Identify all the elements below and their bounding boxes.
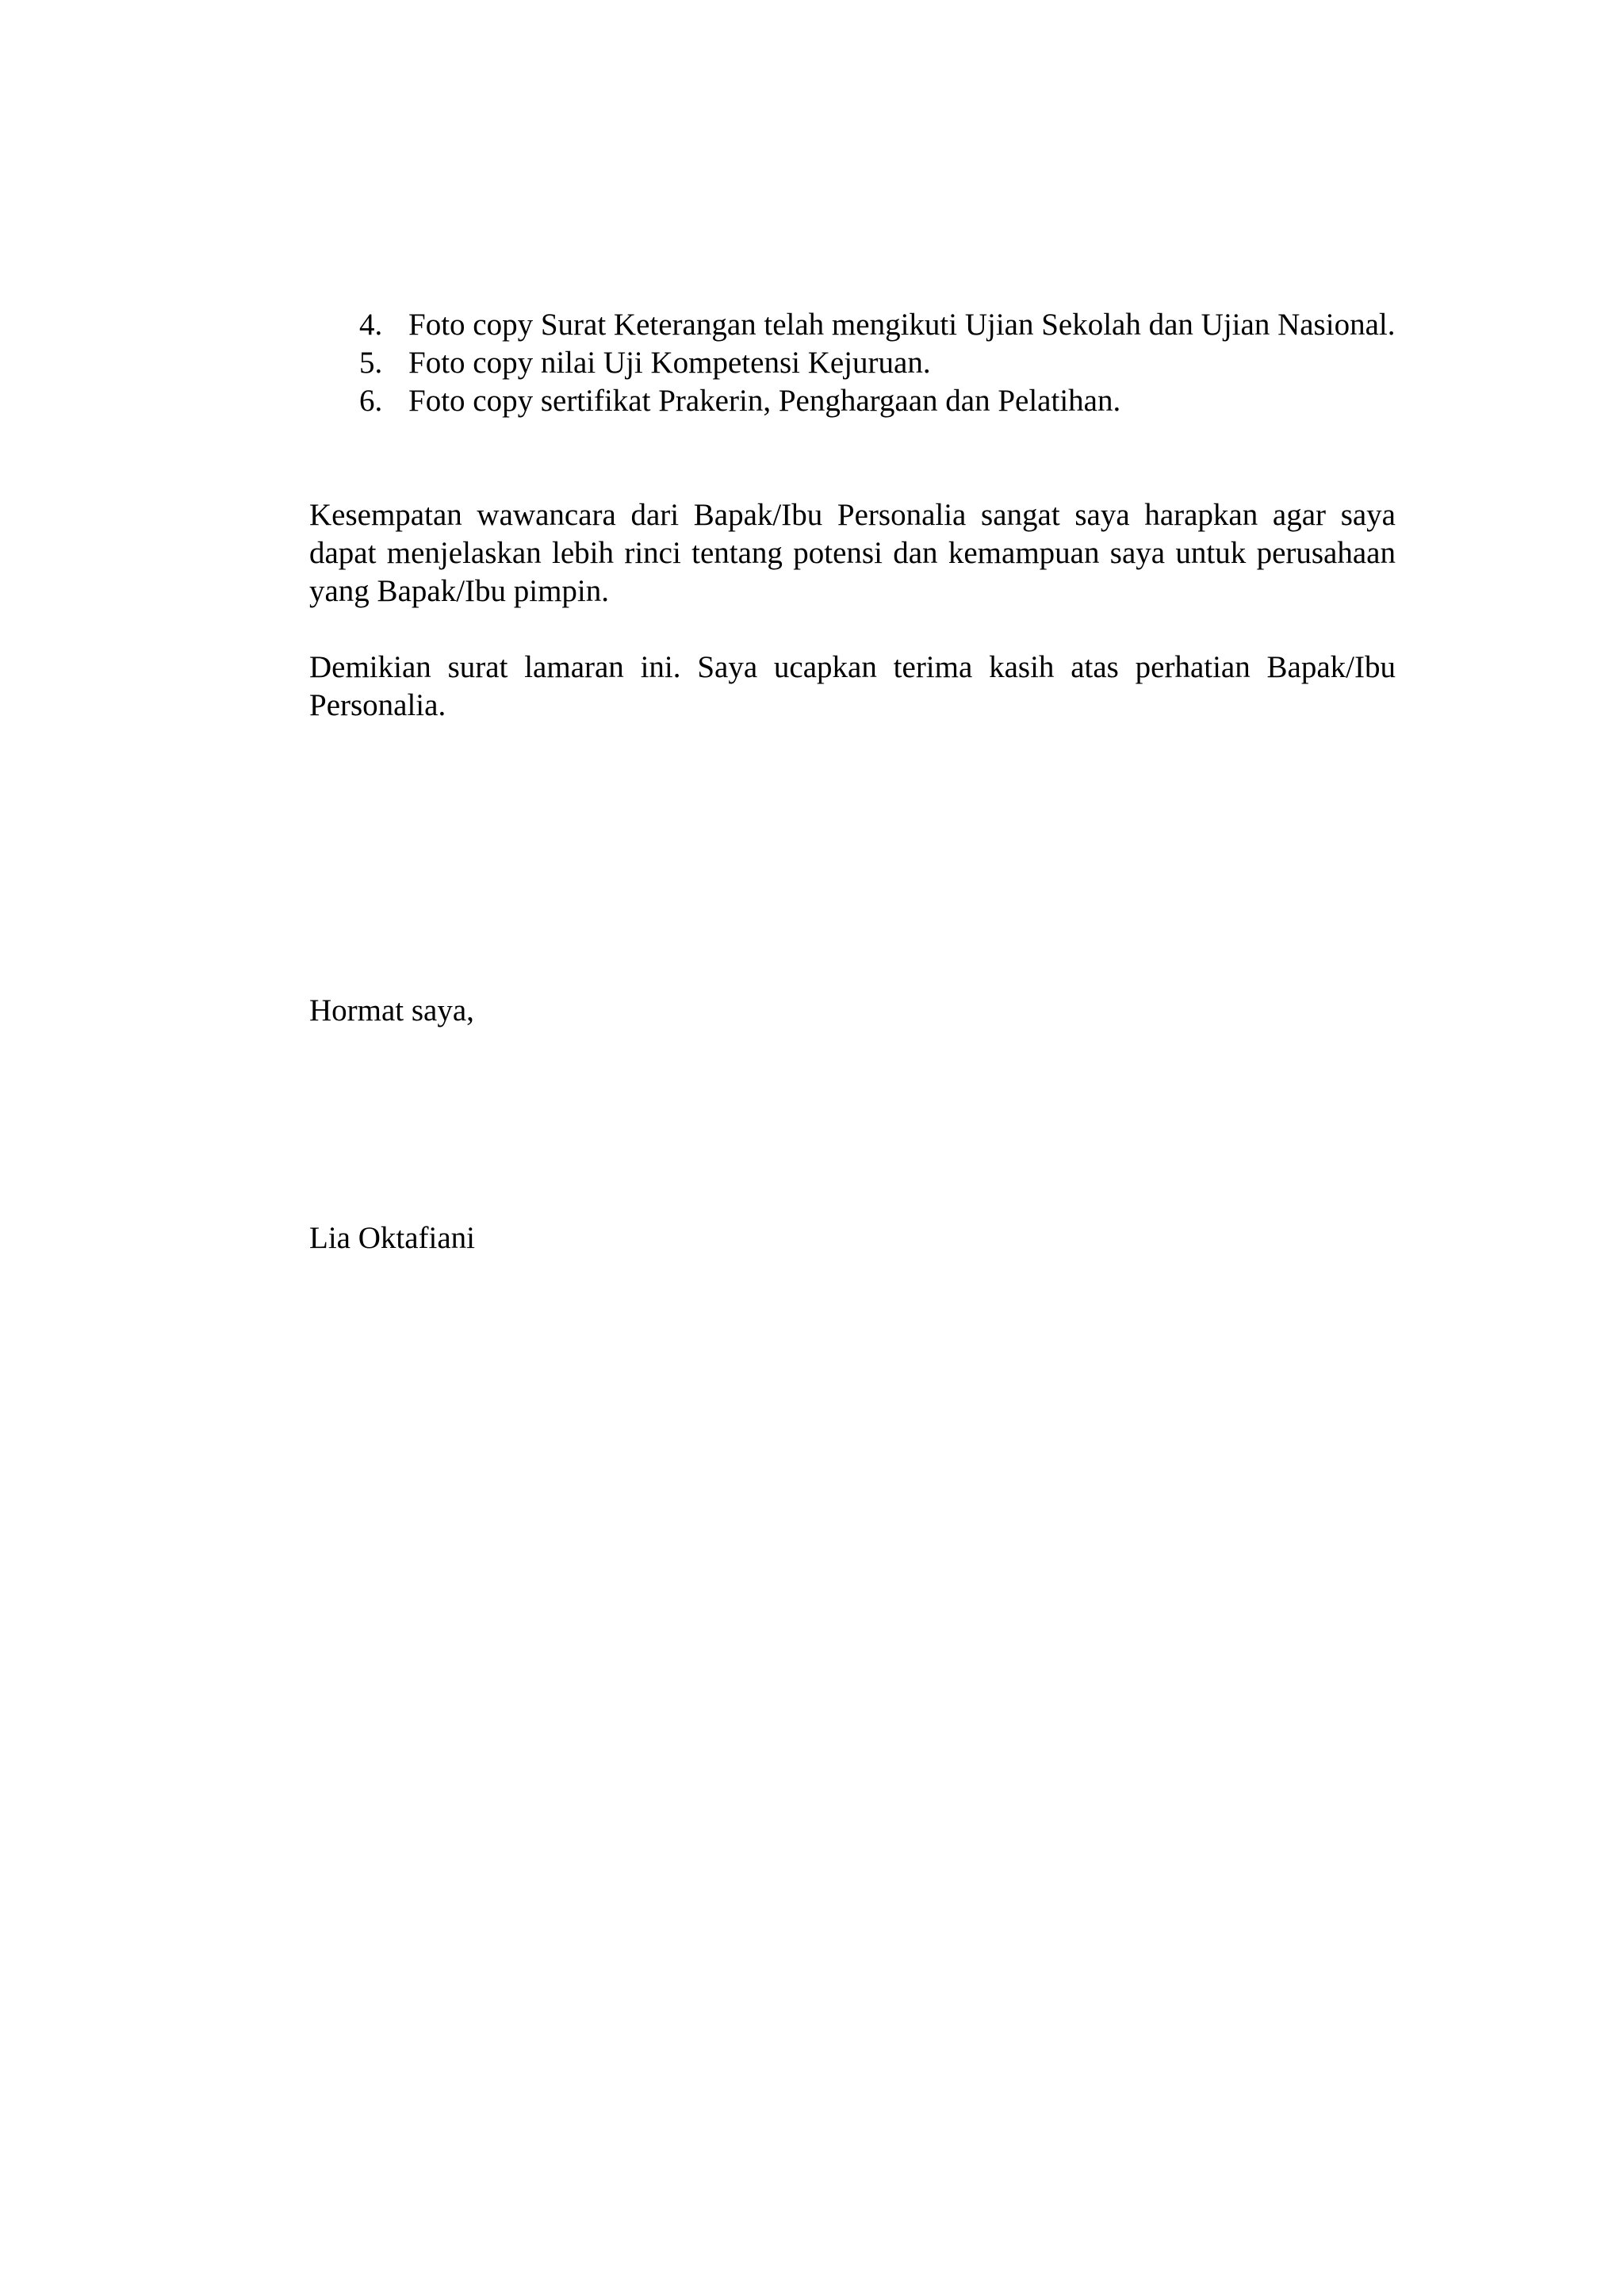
attachment-list — [309, 306, 1396, 420]
list-item — [309, 306, 1396, 344]
list-item — [309, 382, 1396, 420]
list-item-number: 5. — [359, 346, 383, 380]
closing-salutation: Hormat saya, — [309, 993, 474, 1027]
list-item — [309, 344, 1396, 382]
signer-name: Lia Oktafiani — [309, 1221, 475, 1255]
list-item-number: 6. — [359, 384, 383, 418]
list-item-text: Foto copy sertifikat Prakerin, Penghargaan dan Pelatihan. — [408, 384, 1121, 418]
interview-paragraph: Kesempatan wawancara dari Bapak/Ibu Personalia sangat saya harapkan agar saya dapat menjelaskan lebih rinci tentang potensi dan kemampuan saya untuk perusahaan yang Bapak/Ibu pimpin. — [309, 498, 1396, 608]
list-item-number: 4. — [359, 308, 383, 342]
list-item-text: Foto copy nilai Uji Kompetensi Kejuruan. — [408, 346, 931, 380]
list-item-text: Foto copy Surat Keterangan telah mengikuti Ujian Sekolah dan Ujian Nasional. — [408, 308, 1396, 342]
closing-paragraph: Demikian surat lamaran ini. Saya ucapkan terima kasih atas perhatian Bapak/Ibu Personalia. — [309, 650, 1396, 722]
